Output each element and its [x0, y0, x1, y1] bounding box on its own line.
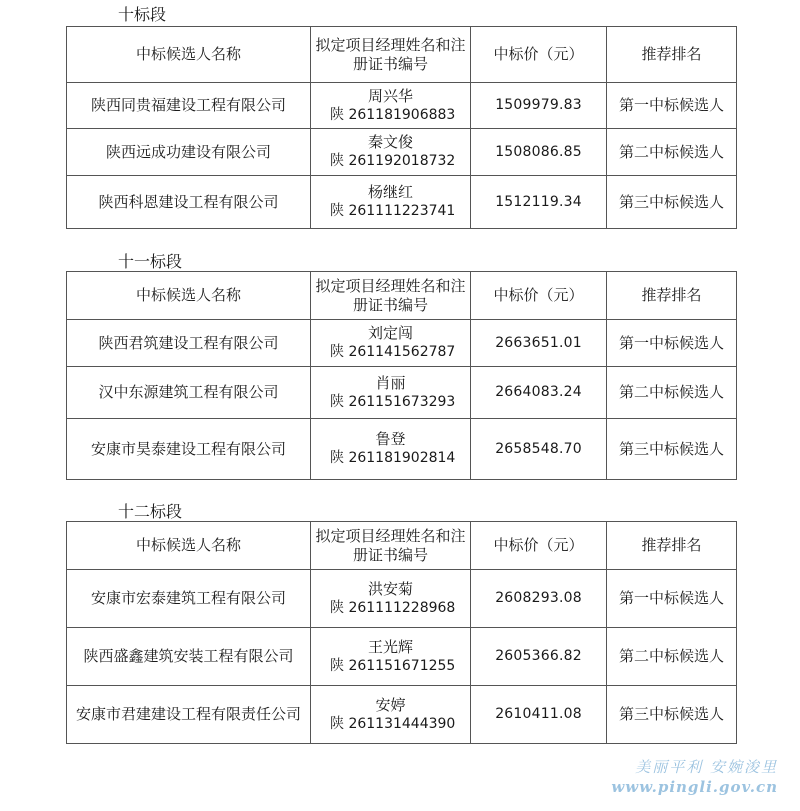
- table-row: [67, 320, 737, 367]
- company-name: 陕西科恩建设工程有限公司: [67, 176, 311, 229]
- manager-cell: [311, 176, 471, 229]
- company-name: 陕西君筑建设工程有限公司: [67, 320, 311, 367]
- cert-number: 陕 261181906883: [330, 106, 456, 123]
- table-row: [67, 129, 737, 176]
- cert-number: 陕 261151673293: [330, 393, 456, 410]
- manager-cell: [311, 367, 471, 419]
- header-price: 中标价（元）: [471, 272, 607, 320]
- manager-cell: [311, 570, 471, 628]
- manager-name: 刘定闯: [367, 324, 413, 342]
- rank: 第一中标候选人: [607, 570, 737, 628]
- header-price: 中标价（元）: [471, 27, 607, 83]
- cert-number: 陕 261181902814: [330, 450, 456, 466]
- rank: 第二中标候选人: [607, 628, 737, 686]
- rank: 第一中标候选人: [607, 320, 737, 367]
- header-company: 中标候选人名称: [67, 27, 311, 83]
- rank: 第二中标候选人: [607, 367, 737, 419]
- manager-name: 洪安菊: [367, 579, 413, 598]
- rank: 第三中标候选人: [607, 419, 737, 480]
- header-rank: 推荐排名: [607, 27, 737, 83]
- manager-name: 周兴华: [367, 86, 413, 105]
- bid-table-section-10: [66, 26, 737, 229]
- bid-table-section-11: [66, 271, 737, 480]
- table-header-row: [67, 27, 737, 83]
- cert-number: 陕 261131444390: [330, 715, 456, 732]
- cert-number: 陕 261111223741: [330, 203, 456, 219]
- bid-price: 2658548.70: [471, 419, 607, 480]
- table-row: [67, 176, 737, 229]
- company-name: 安康市君建建设工程有限责任公司: [67, 686, 311, 744]
- section-title: 十二标段: [118, 502, 183, 521]
- table-header-row: [67, 522, 737, 570]
- company-name: 安康市昊泰建设工程有限公司: [67, 419, 311, 480]
- table-row: [67, 628, 737, 686]
- manager-cell: [311, 686, 471, 744]
- cert-number: 陕 261141562787: [330, 344, 456, 360]
- cert-number: 陕 261192018732: [330, 153, 456, 169]
- table-row: [67, 367, 737, 419]
- bid-price: 2605366.82: [471, 628, 607, 686]
- table-row: [67, 83, 737, 129]
- watermark-slogan: 美丽平利 安婉浚里: [635, 758, 778, 776]
- rank: 第三中标候选人: [607, 176, 737, 229]
- header-rank: 推荐排名: [607, 272, 737, 320]
- manager-name: 秦文俊: [367, 133, 413, 151]
- header-price: 中标价（元）: [471, 522, 607, 570]
- bid-price: 1512119.34: [471, 176, 607, 229]
- bid-price: 2663651.01: [471, 320, 607, 367]
- manager-name: 杨继红: [367, 183, 413, 201]
- cert-number: 陕 261111228968: [330, 599, 456, 616]
- manager-cell: [311, 628, 471, 686]
- table-row: [67, 570, 737, 628]
- manager-name: 肖丽: [375, 373, 406, 392]
- watermark-url: www.pingli.gov.cn: [611, 778, 778, 796]
- manager-cell: [311, 419, 471, 480]
- cert-number: 陕 261151671255: [330, 657, 456, 674]
- company-name: 陕西远成功建设有限公司: [67, 129, 311, 176]
- bid-price: 2610411.08: [471, 686, 607, 744]
- bid-table-section-12: [66, 521, 737, 744]
- section-title: 十一标段: [118, 252, 183, 271]
- section-title: 十标段: [118, 5, 167, 24]
- header-company: 中标候选人名称: [67, 272, 311, 320]
- table-row: [67, 419, 737, 480]
- company-name: 陕西盛鑫建筑安装工程有限公司: [67, 628, 311, 686]
- rank: 第三中标候选人: [607, 686, 737, 744]
- rank: 第二中标候选人: [607, 129, 737, 176]
- site-watermark: [593, 757, 778, 797]
- bid-price: 1508086.85: [471, 129, 607, 176]
- manager-cell: [311, 83, 471, 129]
- header-manager: 拟定项目经理姓名和注册证书编号: [311, 522, 471, 570]
- bid-price: 1509979.83: [471, 83, 607, 129]
- header-rank: 推荐排名: [607, 522, 737, 570]
- header-company: 中标候选人名称: [67, 522, 311, 570]
- manager-cell: [311, 129, 471, 176]
- bid-price: 2608293.08: [471, 570, 607, 628]
- bid-price: 2664083.24: [471, 367, 607, 419]
- table-header-row: [67, 272, 737, 320]
- manager-name: 安婷: [375, 695, 406, 714]
- manager-name: 鲁登: [375, 430, 406, 448]
- manager-cell: [311, 320, 471, 367]
- company-name: 安康市宏泰建筑工程有限公司: [67, 570, 311, 628]
- table-row: [67, 686, 737, 744]
- rank: 第一中标候选人: [607, 83, 737, 129]
- header-manager: 拟定项目经理姓名和注册证书编号: [311, 272, 471, 320]
- header-manager: 拟定项目经理姓名和注册证书编号: [311, 27, 471, 83]
- company-name: 汉中东源建筑工程有限公司: [67, 367, 311, 419]
- manager-name: 王光辉: [367, 637, 413, 656]
- company-name: 陕西同贵福建设工程有限公司: [67, 83, 311, 129]
